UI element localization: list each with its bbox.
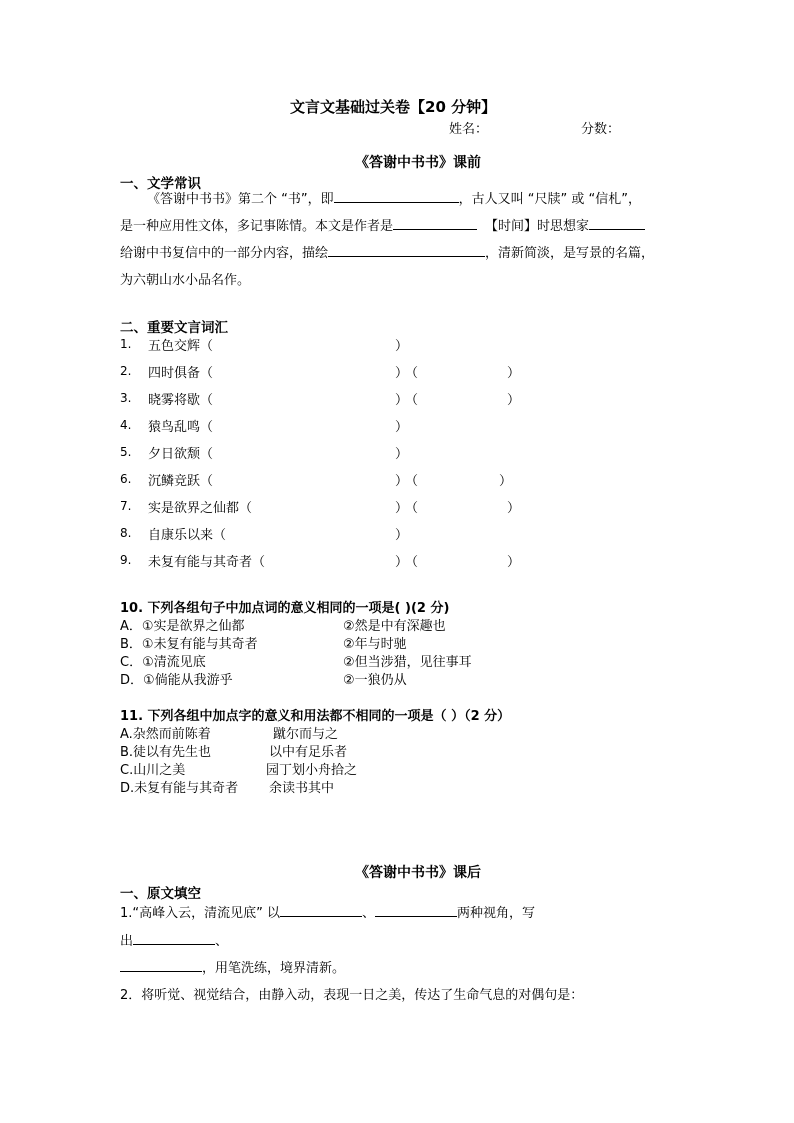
q1-text-e: ，用笔洗练，境界清新。 xyxy=(202,961,346,976)
q11-option-c2: 园丁划小舟拾之 xyxy=(266,763,358,778)
vocab-item-text: 四时俱备（ xyxy=(148,366,214,381)
vocab-section-title: 二、重要文言词汇 xyxy=(120,320,228,336)
vocab-number: 1. xyxy=(120,337,132,351)
vocab-item-text: 自康乐以来（ xyxy=(148,528,227,543)
fill-section-title: 一、原文填空 xyxy=(120,886,201,902)
vocab-number: 4. xyxy=(120,418,132,432)
q1-line1 xyxy=(120,902,535,921)
after-heading: 《答谢中书书》课后 xyxy=(355,865,481,881)
q11-stem: 11. 下列各组中加点字的意义和用法都不相同的一项是（ ）（2 分） xyxy=(120,709,511,724)
q1-text-c: 出 xyxy=(120,934,134,949)
close-paren: ） xyxy=(499,474,513,489)
name-label: 姓名： xyxy=(449,122,489,137)
q10-option-b2: ②年与时驰 xyxy=(343,637,407,652)
vocab-number: 5. xyxy=(120,445,132,459)
open-paren: （ xyxy=(405,555,419,570)
q10-option-d1: D．①倘能从我游乎 xyxy=(120,673,233,688)
blank-feature1[interactable] xyxy=(133,931,215,945)
score-label: 分数： xyxy=(581,122,621,137)
q10-option-d2: ②一狼仍从 xyxy=(343,673,407,688)
vocab-number: 2. xyxy=(120,364,132,378)
open-paren: （ xyxy=(405,366,419,381)
close-paren: ） xyxy=(395,420,409,435)
lit-line2-a: 是一种应用性文体，多记事陈情。本文是作者是 xyxy=(120,219,394,234)
q10-option-a1: A．①实是欲界之仙都 xyxy=(120,619,245,634)
q10-option-b1: B．①未复有能与其奇者 xyxy=(120,637,258,652)
close-paren: ） xyxy=(395,393,409,408)
vocab-number: 7. xyxy=(120,499,132,513)
q1-line2 xyxy=(120,930,228,949)
blank-feature2[interactable] xyxy=(120,958,202,972)
vocab-item-text: 夕日欲颓（ xyxy=(148,447,214,462)
close-paren: ） xyxy=(507,366,521,381)
vocab-number: 9. xyxy=(120,553,132,567)
q11-option-d2: 余读书其中 xyxy=(269,781,335,796)
blank-shu-meaning[interactable] xyxy=(334,189,459,203)
close-paren: ） xyxy=(507,393,521,408)
literature-section-title: 一、文学常识 xyxy=(120,176,201,192)
open-paren: （ xyxy=(405,393,419,408)
close-paren: ） xyxy=(395,501,409,516)
close-paren: ） xyxy=(395,339,409,354)
vocab-item-text: 五色交辉（ xyxy=(148,339,214,354)
blank-view2[interactable] xyxy=(375,903,457,917)
lit-line3-a: 给谢中书复信中的一部分内容，描绘 xyxy=(120,246,329,261)
vocab-number: 6. xyxy=(120,472,132,486)
q11-option-b1: B.徒以有先生也 xyxy=(120,745,212,760)
vocab-item-text: 实是欲界之仙都（ xyxy=(148,501,253,516)
blank-author[interactable] xyxy=(393,216,477,230)
page-title: 文言文基础过关卷【20 分钟】 xyxy=(290,98,497,116)
blank-view1[interactable] xyxy=(280,903,362,917)
close-paren: ） xyxy=(507,501,521,516)
blank-thinker[interactable] xyxy=(589,216,645,230)
q1-text-b: 两种视角，写 xyxy=(457,906,536,921)
open-paren: （ xyxy=(405,474,419,489)
lit-line2-b: 【时间】时思想家 xyxy=(485,219,590,234)
q11-option-a1: A.杂然而前陈着 xyxy=(120,727,211,742)
literature-paragraph xyxy=(120,186,654,294)
before-heading: 《答谢中书书》课前 xyxy=(355,155,481,171)
q1-line3 xyxy=(120,957,345,976)
vocab-item-text: 猿鸟乱鸣（ xyxy=(148,420,214,435)
q11-option-d1: D.未复有能与其奇者 xyxy=(120,781,239,796)
vocab-item-text: 晓雾将歇（ xyxy=(148,393,214,408)
lit-line1-b: ，古人又叫 “尺牍” 或 “信札”， xyxy=(458,192,641,207)
vocab-item-text: 未复有能与其奇者（ xyxy=(148,555,266,570)
q1-sep: 、 xyxy=(362,906,376,921)
close-paren: ） xyxy=(507,555,521,570)
q11-option-b2: 以中有足乐者 xyxy=(269,745,348,760)
q10-stem: 10. 下列各组句子中加点词的意义相同的一项是( )(2 分) xyxy=(120,601,450,616)
close-paren: ） xyxy=(395,366,409,381)
vocab-number: 8. xyxy=(120,526,132,540)
open-paren: （ xyxy=(405,501,419,516)
q10-option-c2: ②但当涉猎，见往事耳 xyxy=(343,655,472,670)
lit-line3-b: ，清新简淡，是写景的名篇， xyxy=(485,246,655,261)
close-paren: ） xyxy=(395,555,409,570)
q10-option-c1: C．①清流见底 xyxy=(120,655,206,670)
close-paren: ） xyxy=(395,474,409,489)
q10-option-a2: ②然是中有深趣也 xyxy=(343,619,446,634)
q2-text: 2．将听觉、视觉结合，由静入动，表现一日之美，传达了生命气息的对偶句是： xyxy=(120,988,584,1003)
vocab-item-text: 沉鳞竞跃（ xyxy=(148,474,214,489)
vocab-number: 3. xyxy=(120,391,132,405)
q11-option-a2: 蹴尔而与之 xyxy=(273,727,339,742)
lit-line4: 为六朝山水小品名作。 xyxy=(120,273,251,288)
lit-line1-a: 《答谢中书书》第二个 “书”，即 xyxy=(147,192,334,207)
blank-depiction[interactable] xyxy=(328,243,485,257)
q11-option-c1: C.山川之美 xyxy=(120,763,186,778)
q1-text-d: 、 xyxy=(215,934,229,949)
close-paren: ） xyxy=(395,447,409,462)
q1-text-a: 1.“高峰入云，清流见底” 以 xyxy=(120,906,281,921)
close-paren: ） xyxy=(395,528,409,543)
